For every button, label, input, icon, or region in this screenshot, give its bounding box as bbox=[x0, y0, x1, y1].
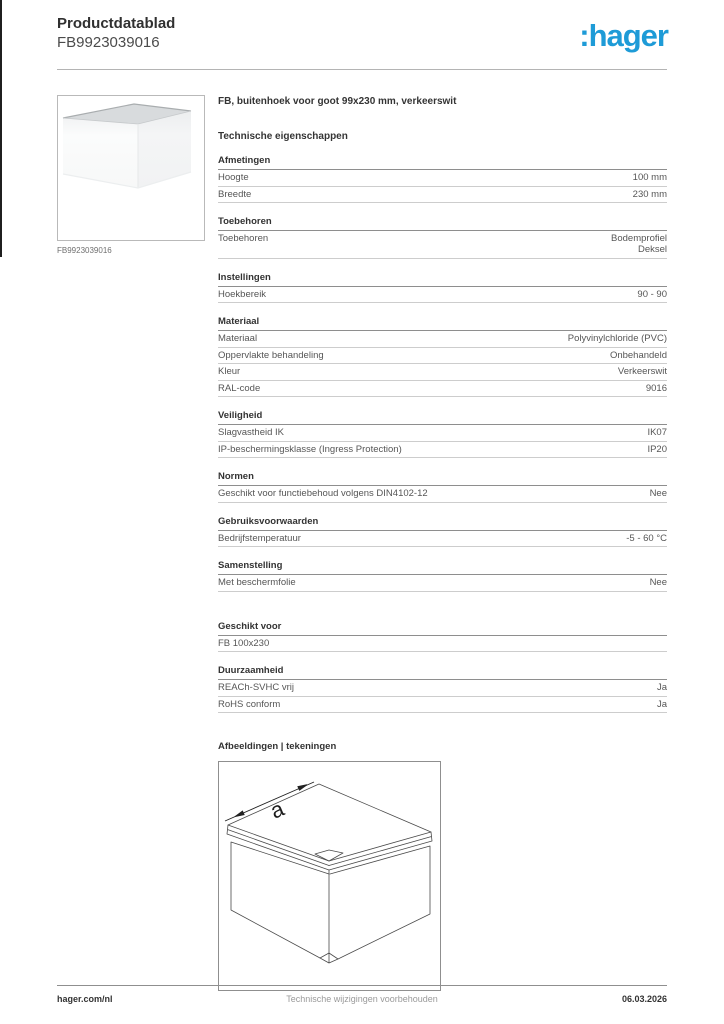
spec-row bbox=[218, 348, 667, 365]
row-label: FB 100x230 bbox=[218, 637, 270, 649]
row-label: Oppervlakte behandeling bbox=[218, 349, 324, 361]
row-value: Bodemprofiel Deksel bbox=[611, 233, 667, 255]
spec-row bbox=[218, 575, 667, 592]
row-value: Nee bbox=[649, 577, 667, 588]
section-heading: Samenstelling bbox=[218, 560, 667, 575]
row-label: Materiaal bbox=[218, 333, 258, 344]
spec-section bbox=[218, 216, 667, 259]
spec-row bbox=[218, 531, 667, 548]
spec-section bbox=[218, 272, 667, 304]
row-value: 100 mm bbox=[632, 172, 667, 183]
spec-row bbox=[218, 381, 667, 398]
row-value: 230 mm bbox=[632, 188, 667, 200]
section-heading: Instellingen bbox=[218, 272, 667, 287]
arrowhead-left bbox=[235, 811, 244, 817]
spec-section bbox=[218, 665, 667, 713]
row-value: Ja bbox=[656, 682, 667, 693]
spec-section bbox=[218, 471, 667, 503]
spec-row bbox=[218, 425, 667, 442]
product-title: FB, buitenhoek voor goot 99x230 mm, verkeerswit bbox=[218, 96, 457, 107]
row-value: Polyvinylchloride (PVC) bbox=[567, 333, 667, 344]
row-value: IK07 bbox=[647, 427, 667, 438]
product-photo bbox=[57, 95, 205, 241]
product-image-caption: FB9923039016 bbox=[57, 246, 112, 255]
section-heading: Afmetingen bbox=[218, 155, 667, 170]
spec-section bbox=[218, 316, 667, 397]
row-value: IP20 bbox=[647, 443, 667, 455]
spec-section bbox=[218, 410, 667, 458]
hager-logo: :hager bbox=[579, 18, 668, 53]
section-heading: Duurzaamheid bbox=[218, 665, 667, 680]
spec-row bbox=[218, 442, 667, 459]
header-divider bbox=[57, 69, 667, 70]
section-heading: Geschikt voor bbox=[218, 621, 667, 636]
spec-section bbox=[218, 155, 667, 203]
row-label: Hoekbereik bbox=[218, 288, 267, 300]
row-label: Hoogte bbox=[218, 172, 249, 183]
section-heading: Normen bbox=[218, 471, 667, 486]
scan-edge-artifact bbox=[0, 0, 2, 257]
footer-date: 06.03.2026 bbox=[621, 994, 667, 1004]
technical-properties-heading: Technische eigenschappen bbox=[218, 131, 348, 142]
section-heading: Gebruiksvoorwaarden bbox=[218, 516, 667, 531]
row-value: Verkeerswit bbox=[617, 366, 667, 377]
row-value: 9016 bbox=[645, 382, 667, 394]
row-label: RAL-code bbox=[218, 382, 261, 394]
row-label: IP-beschermingsklasse (Ingress Protection) bbox=[218, 443, 402, 455]
spec-section bbox=[218, 560, 667, 592]
spec-row bbox=[218, 231, 667, 259]
corner-line-drawing bbox=[219, 762, 440, 990]
footer-website-link[interactable]: hager.com/nl bbox=[57, 994, 113, 1004]
corner-product-photo-rendering bbox=[58, 96, 204, 240]
spec-row bbox=[218, 187, 667, 204]
spec-section bbox=[218, 516, 667, 548]
row-label: Kleur bbox=[218, 366, 241, 377]
section-heading: Materiaal bbox=[218, 316, 667, 331]
spec-row bbox=[218, 486, 667, 503]
spec-row bbox=[218, 636, 667, 653]
spec-row bbox=[218, 170, 667, 187]
section-heading: Veiligheid bbox=[218, 410, 667, 425]
arrowhead-right bbox=[298, 785, 307, 791]
row-label: Toebehoren bbox=[218, 233, 269, 244]
row-label: RoHS conform bbox=[218, 698, 281, 710]
spec-section bbox=[218, 621, 667, 653]
dimension-label-a: a bbox=[266, 795, 288, 824]
technical-drawing bbox=[218, 761, 441, 991]
spec-sections bbox=[218, 155, 667, 713]
content-column bbox=[218, 90, 667, 991]
spec-row bbox=[218, 680, 667, 697]
row-value: 90 - 90 bbox=[637, 288, 667, 300]
row-label: Bedrijfstemperatuur bbox=[218, 532, 301, 544]
row-label: REACh-SVHC vrij bbox=[218, 682, 295, 693]
row-value: Nee bbox=[649, 488, 667, 499]
document-reference: FB9923039016 bbox=[57, 34, 160, 51]
row-label: Breedte bbox=[218, 188, 252, 200]
footer-divider bbox=[57, 985, 667, 986]
row-label: Slagvastheid IK bbox=[218, 427, 285, 438]
document-type-title: Productdatablad bbox=[57, 15, 176, 32]
footer-disclaimer: Technische wijzigingen voorbehouden bbox=[286, 994, 438, 1004]
spec-row bbox=[218, 287, 667, 304]
row-label: Met beschermfolie bbox=[218, 577, 296, 588]
header bbox=[57, 14, 175, 52]
spec-row bbox=[218, 697, 667, 714]
section-heading: Toebehoren bbox=[218, 216, 667, 231]
row-value: Onbehandeld bbox=[609, 349, 667, 361]
row-label: Geschikt voor functiebehoud volgens DIN4102-12 bbox=[218, 488, 428, 499]
spec-row bbox=[218, 364, 667, 381]
images-drawings-heading: Afbeeldingen | tekeningen bbox=[218, 741, 337, 752]
row-value: Ja bbox=[656, 698, 667, 710]
spec-row bbox=[218, 331, 667, 348]
product-image-column bbox=[57, 95, 205, 255]
row-value: -5 - 60 °C bbox=[626, 532, 667, 544]
